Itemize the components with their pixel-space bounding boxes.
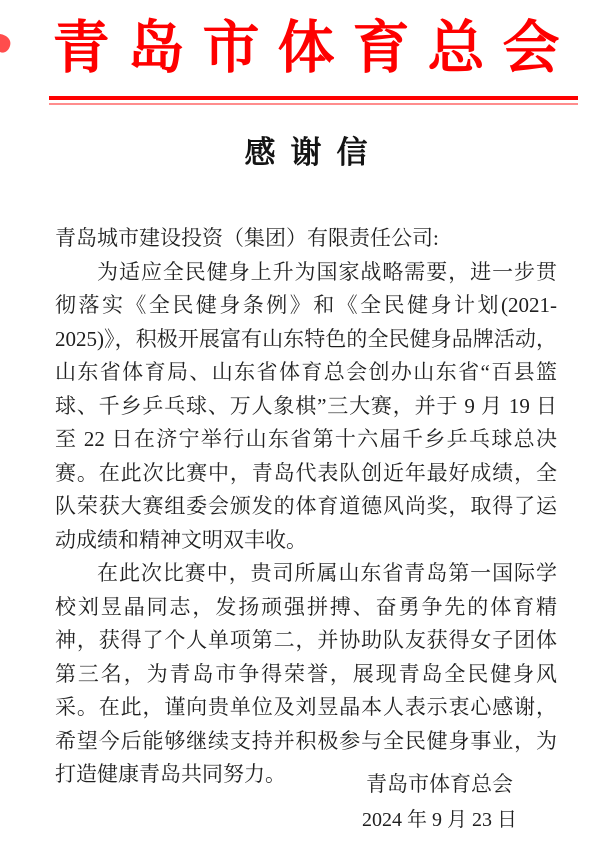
paragraph-2: 在此次比赛中，贵司所属山东省青岛第一国际学校刘昱晶同志，发扬顽强拼搏、奋勇争先的体育精神，获得了个人单项第二，并协助队友获得女子团体第三名，为青岛市争得荣誉，展现青岛全民健身风采。在此，谨向贵单位及刘昱晶本人表示衷心感谢，希望今后能够继续支持并积极参与全民健身事业，为打造健康青岛共同努力。 [55, 561, 557, 786]
divider-thin-line [49, 103, 578, 105]
divider-thick-line [49, 96, 578, 100]
letterhead-divider [49, 96, 578, 105]
paragraph-1: 为适应全民健身上升为国家战略需要，进一步贯彻落实《全民健身条例》和《全民健身计划(2021-2025)》，积极开展富有山东特色的全民健身品牌活动，山东省体育局、山东省体育总会创办山东省“百县篮球、千乡乒乓球、万人象棋”三大赛，并于 9 月 19 日至 22 日在济宁举行山东省第十六届千乡乒乓球总决赛。在此次比赛中，青岛代表队创近年最好成绩，全队荣获大赛组委会颁发的体育道德风尚奖，取得了运动成绩和精神文明双丰收。 [55, 259, 557, 552]
signature-org: 青岛市体育总会 [366, 772, 513, 796]
letter-title: 感谢信 [244, 135, 383, 170]
letterhead-org-title: 青岛市体育总会 [52, 17, 578, 80]
salutation: 青岛城市建设投资（集团）有限责任公司: [55, 226, 439, 250]
letter-body [55, 222, 557, 792]
letter-date: 2024 年 9 月 23 日 [362, 809, 517, 831]
